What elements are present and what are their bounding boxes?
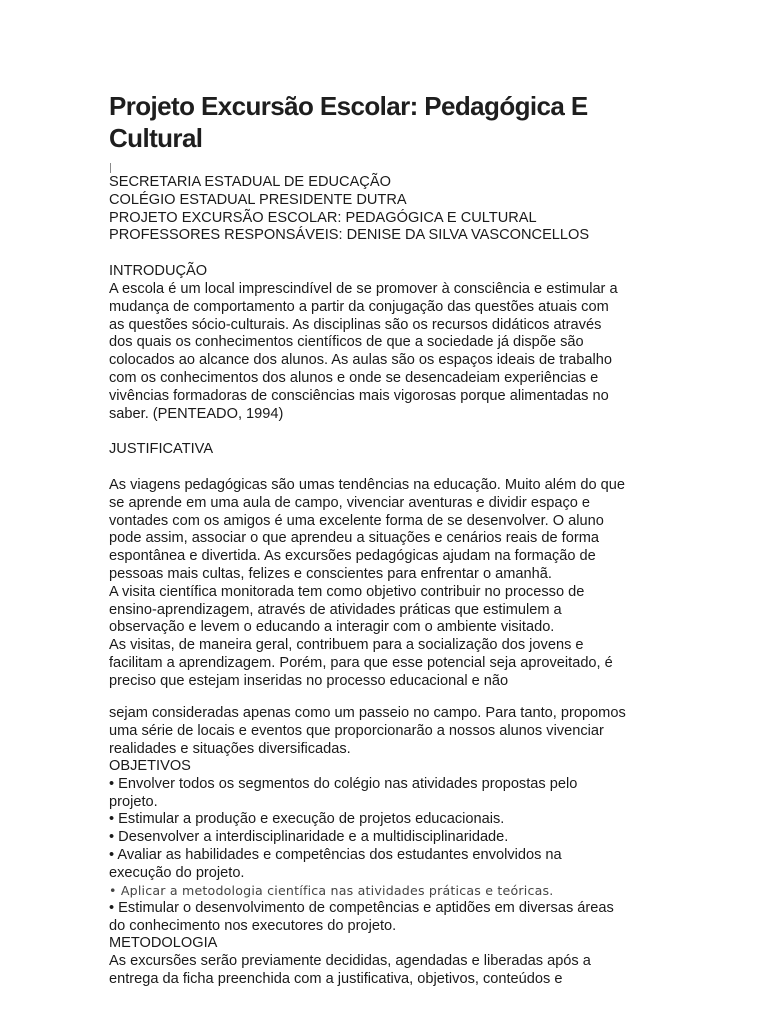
text-cursor-mark [110,163,111,173]
justification-heading: JUSTIFICATIVA [109,441,214,457]
intro-paragraph: A escola é um local imprescindível de se promover à consciência e estimular a mudança de comportamento a partir da conjugação das questões atuais com as questões sócio-culturais. As disciplinas são os recursos didáticos através dos quais os conhecimentos científicos de que a sociedade já dispõe são colocados ao alcance dos alunos. As aulas são os espaços ideais de trabalho com os conhecimentos dos alunos e onde se desencadeiam experiências e vivências formadoras de consciências mais vigorosas porque alimentadas no saber. (PENTEADO, 1994) [109,281,618,422]
methodology-paragraph: As excursões serão previamente decididas, agendadas e liberadas após a entrega da ficha preenchida com a justificativa, objetivos, conteúdos e [109,953,591,987]
objective-item: • Desenvolver a interdisciplinaridade e a multidisciplinaridade. [109,829,509,845]
objectives-heading: OBJETIVOS [109,758,191,774]
methodology-heading: METODOLOGIA [109,935,218,951]
objective-item: • Envolver todos os segmentos do colégio nas atividades propostas pelo projeto. [109,776,578,810]
document-title: Projeto Excursão Escolar: Pedagógica E Cultural [109,91,588,153]
objective-item: • Aplicar a metodologia científica nas atividades práticas e teóricas. [109,883,554,898]
justification-continuation: sejam consideradas apenas como um passeio no campo. Para tanto, propomos uma série de locais e eventos que proporcionarão a nossos alunos vivenciar realidades e situações diversificadas. [109,705,626,757]
objective-item: • Estimular a produção e execução de projetos educacionais. [109,811,505,827]
justification-paragraph: As viagens pedagógicas são umas tendências na educação. Muito além do que se aprende em uma aula de campo, vivenciar aventuras e dividir espaço e vontades com os amigos é uma excelente forma de se desenvolver. O aluno pode assim, associar o que aprendeu a situações e cenários reais de forma espontânea e divertida. As excursões pedagógicas ajudam na formação de pessoas mais cultas, felizes e conscientes para enfrentar o amanhã. A visita científica monitorada tem como objetivo contribuir no processo de ensino-aprendizagem, através de atividades práticas que estimulem a observação e levem o educando a interagir com o ambiente visitado. As visitas, de maneira geral, contribuem para a socialização dos jovens e facilitam a aprendizagem. Porém, para que esse potencial seja aproveitado, é preciso que estejam inseridas no processo educacional e não [109,477,625,689]
header-lines: SECRETARIA ESTADUAL DE EDUCAÇÃO COLÉGIO ESTADUAL PRESIDENTE DUTRA PROJETO EXCURSÃO ESCOLAR: PEDAGÓGICA E CULTURAL PROFESSORES RESPONSÁVEIS: DENISE DA SILVA VASCONCELLOS [109,174,590,244]
objective-item: • Avaliar as habilidades e competências dos estudantes envolvidos na execução do projeto. [109,847,562,881]
objective-item: • Estimular o desenvolvimento de competências e aptidões em diversas áreas do conhecimento nos executores do projeto. [109,900,614,934]
intro-heading: INTRODUÇÃO [109,263,208,279]
